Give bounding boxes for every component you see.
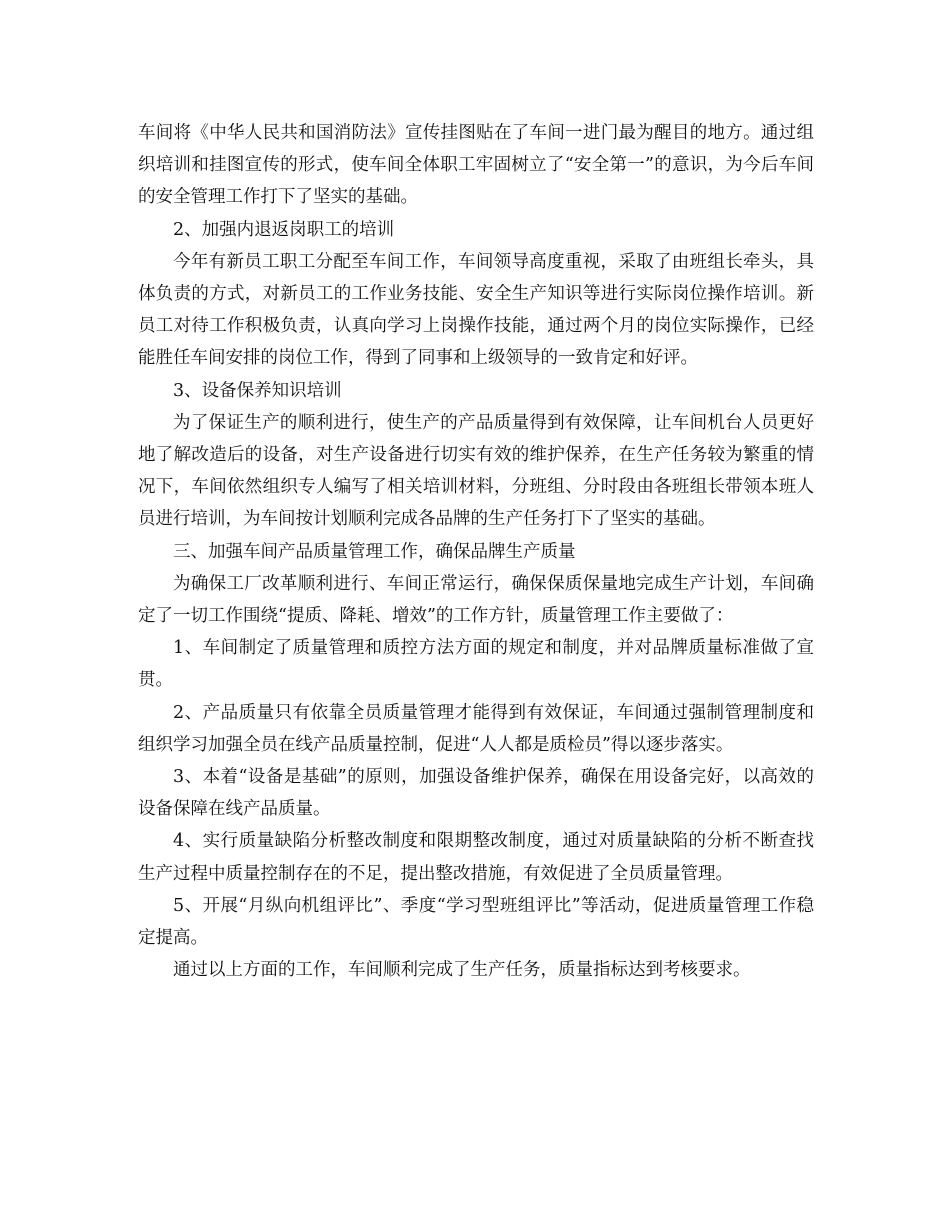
list-item-3: 3、本着“设备是基础”的原则，加强设备维护保养，确保在用设备完好，以高效的设备保障在线产品质量。 [138, 767, 814, 820]
paragraph-7: 为确保工厂改革顺利进行、车间正常运行，确保保质保量地完成生产计划，车间确定了一切工作围绕“提质、降耗、增效”的工作方针，质量管理工作主要做了： [138, 573, 814, 627]
list-item-2: 2、产品质量只有依靠全员质量管理才能得到有效保证，车间通过强制管理制度和组织学习加强全员在线产品质量控制，促进“人人都是质检员”得以逐步落实。 [138, 702, 814, 755]
paragraph-3: 今年有新员工职工分配至车间工作，车间领导高度重视，采取了由班组长牵头，具体负责的方式，对新员工的工作业务技能、安全生产知识等进行实际岗位操作培训。新员工对待工作积极负责，认真向学习上岗操作技能，通过两个月的岗位实际操作，已经能胜任车间安排的岗位工作，得到了同事和上级领导的一致肯定和好评。 [138, 251, 814, 369]
section-heading-6: 三、加强车间产品质量管理工作，确保品牌生产质量 [173, 541, 576, 562]
list-item-4: 4、实行质量缺陷分析整改制度和限期整改制度，通过对质量缺陷的分析不断查找生产过程中质量控制存在的不足，提出整改措施，有效促进了全员质量管理。 [138, 831, 814, 884]
list-item-5: 5、开展“月纵向机组评比”、季度“学习型班组评比”等活动，促进质量管理工作稳定提高。 [138, 895, 814, 949]
paragraph-conclusion: 通过以上方面的工作，车间顺利完成了生产任务，质量指标达到考核要求。 [173, 960, 751, 981]
list-item-1: 1、车间制定了质量管理和质控方法方面的规定和制度，并对品牌质量标准做了宣贯。 [138, 638, 814, 691]
document-body [138, 117, 814, 986]
paragraph-1: 车间将《中华人民共和国消防法》宣传挂图贴在了车间一进门最为醒目的地方。通过组织培训和挂图宣传的形式，使车间全体职工牢固树立了“安全第一”的意识，为今后车间的安全管理工作打下了坚实的基础。 [138, 123, 814, 208]
section-heading-4: 3、设备保养知识培训 [173, 380, 342, 401]
paragraph-5: 为了保证生产的顺利进行，使生产的产品质量得到有效保障，让车间机台人员更好地了解改造后的设备，对生产设备进行切实有效的维护保养，在生产任务较为繁重的情况下，车间依然组织专人编写了相关培训材料，分班组、分时段由各班组长带领本班人员进行培训，为车间按计划顺利完成各品牌的生产任务打下了坚实的基础。 [138, 412, 814, 530]
section-heading-2: 2、加强内退返岗职工的培训 [173, 219, 395, 240]
